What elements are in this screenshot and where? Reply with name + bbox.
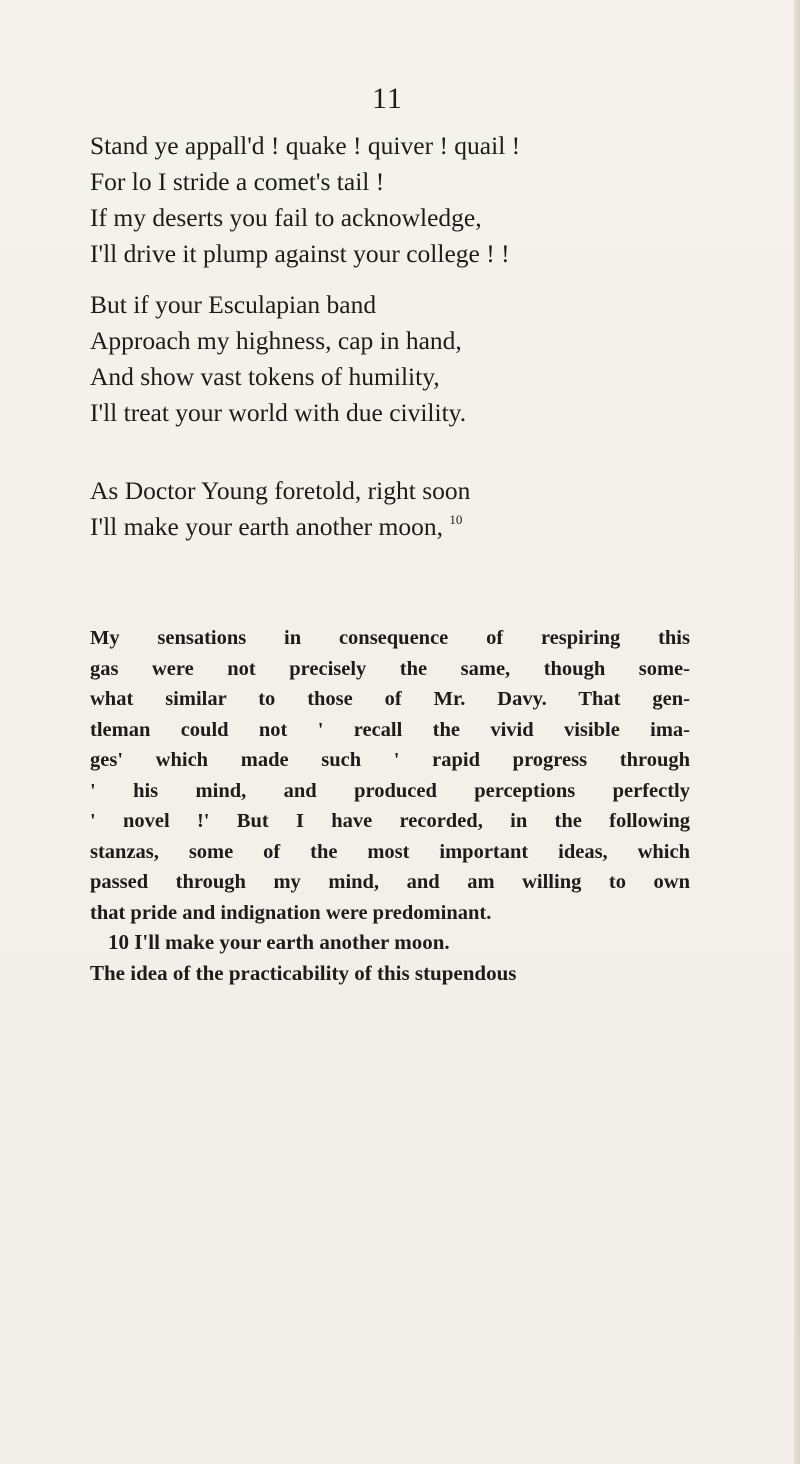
verse-line: Approach my highness, cap in hand, bbox=[90, 326, 462, 355]
prose-line: tleman could not ' recall the vivid visible ima- bbox=[90, 718, 690, 741]
prose-line: ' novel !' But I have recorded, in the following bbox=[90, 810, 690, 832]
page-number: 11 bbox=[372, 82, 403, 115]
stanza-2 bbox=[90, 287, 466, 431]
prose-line: My sensations in consequence of respiring this bbox=[90, 627, 690, 649]
page-edge bbox=[794, 0, 800, 1464]
verse-line: And show vast tokens of humility, bbox=[90, 362, 440, 391]
stanza-1 bbox=[90, 128, 520, 272]
verse-text: I'll make your earth another moon, bbox=[90, 512, 443, 541]
stanza-3 bbox=[90, 473, 470, 545]
verse-line: If my deserts you fail to acknowledge, bbox=[90, 203, 482, 232]
prose-line: what similar to those of Mr. Davy. That gen- bbox=[90, 688, 690, 710]
verse-line: But if your Esculapian band bbox=[90, 290, 377, 319]
footnote-line: 10 I'll make your earth another moon. bbox=[108, 930, 450, 954]
footnote-line: The idea of the practicability of this stupendous bbox=[90, 961, 517, 985]
prose-line: passed through my mind, and am willing to own bbox=[90, 871, 690, 893]
footnote bbox=[90, 927, 730, 989]
prose-line: ges' which made such ' rapid progress through bbox=[90, 749, 690, 771]
footnote-marker: 10 bbox=[449, 512, 463, 527]
prose-line: gas were not precisely the same, though some- bbox=[90, 657, 690, 680]
verse-line: I'll drive it plump against your college ! ! bbox=[90, 239, 510, 268]
prose-paragraph bbox=[90, 623, 690, 928]
verse-line: I'll treat your world with due civility. bbox=[90, 398, 467, 427]
verse-line: As Doctor Young foretold, right soon bbox=[90, 476, 471, 505]
verse-line: For lo I stride a comet's tail ! bbox=[90, 167, 385, 196]
prose-line: stanzas, some of the most important ideas, which bbox=[90, 840, 690, 863]
verse-line bbox=[90, 509, 470, 545]
prose-line: that pride and indignation were predominant. bbox=[90, 901, 492, 924]
verse-line: Stand ye appall'd ! quake ! quiver ! quail ! bbox=[90, 131, 521, 160]
prose-line: ' his mind, and produced perceptions perfectly bbox=[90, 779, 690, 802]
